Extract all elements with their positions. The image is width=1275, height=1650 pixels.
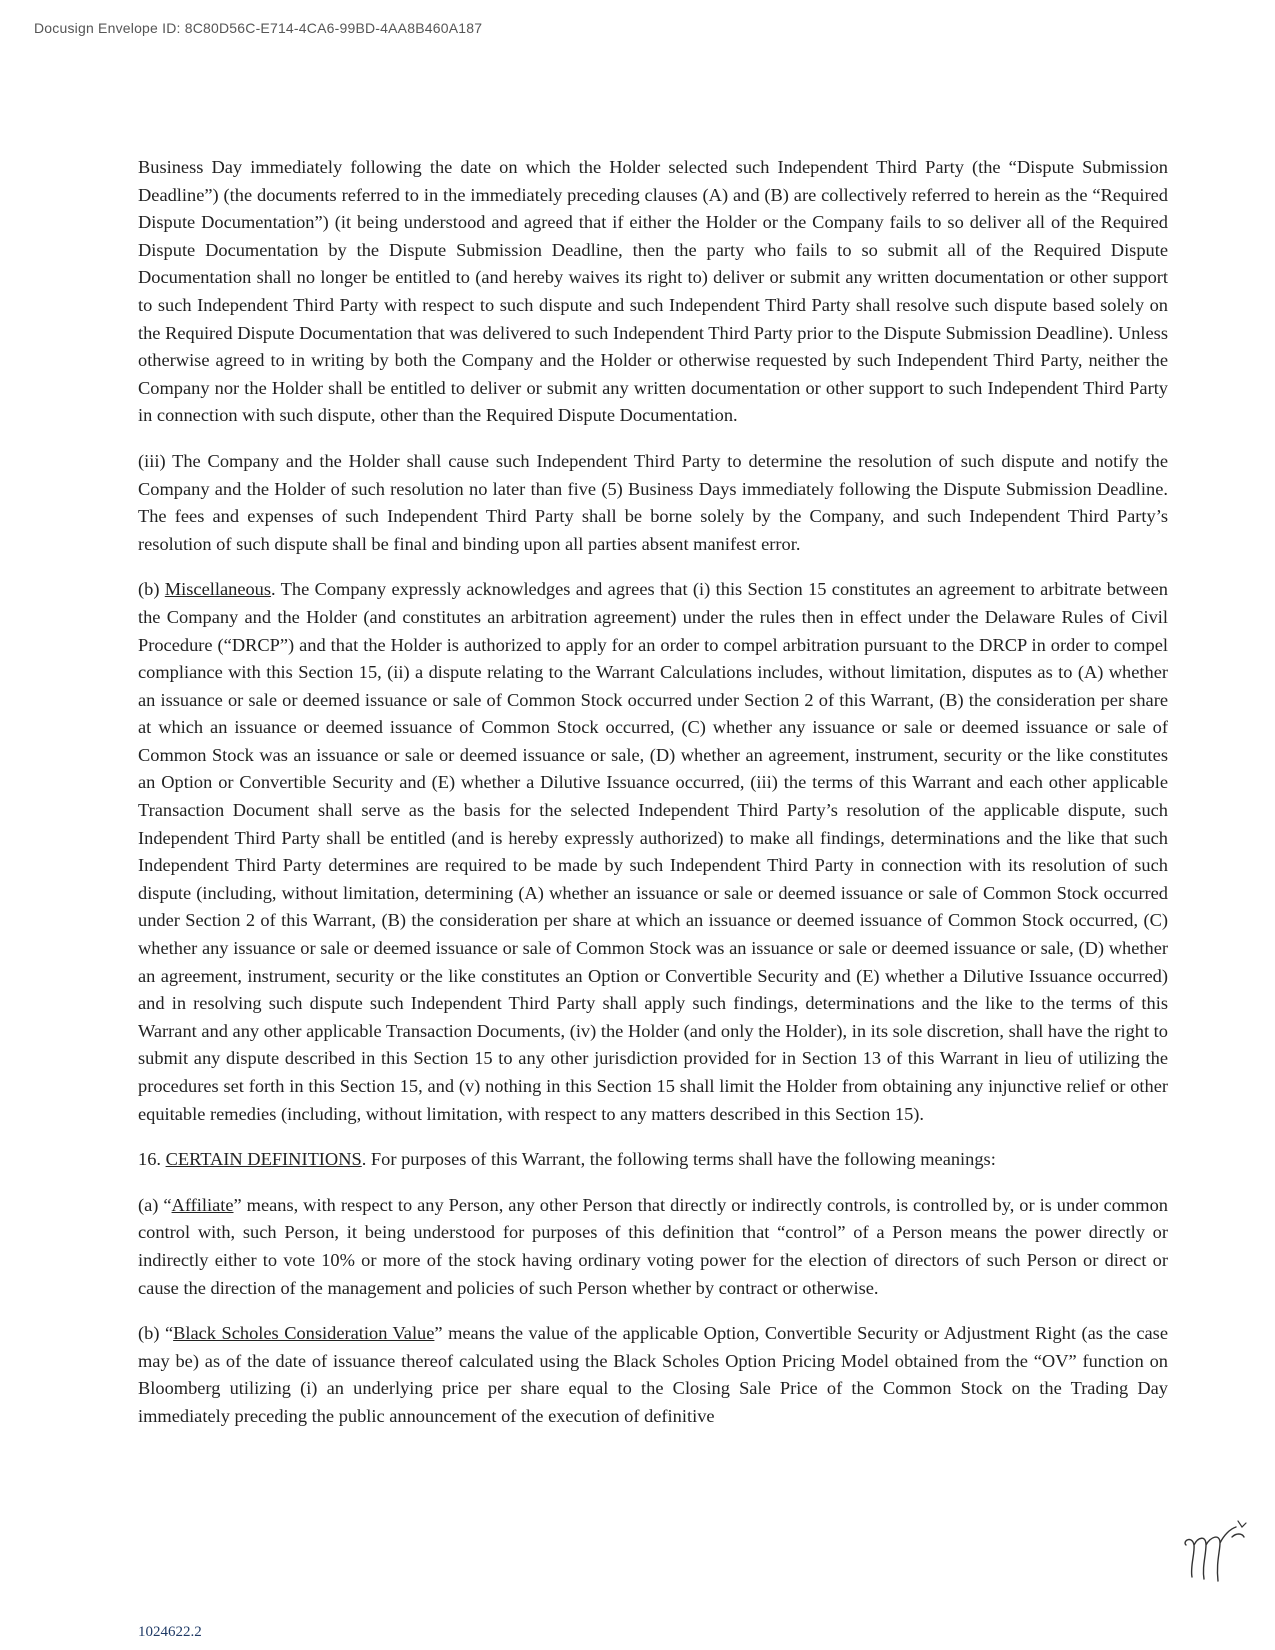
- section-text: . For purposes of this Warrant, the following terms shall have the following meanings:: [361, 1149, 996, 1170]
- paragraph-certain-definitions: [138, 1146, 1168, 1174]
- clause-label: (a) “: [138, 1194, 172, 1215]
- document-body: [138, 154, 1168, 1449]
- clause-label: (b) “: [138, 1323, 174, 1344]
- paragraph-dispute-deadline: Business Day immediately following the date on which the Holder selected such Independent Third Party (the “Dispute Submission Deadline”) (the documents referred to in the immediately preceding clauses (A) and (B) are collectively referred to herein as the “Required Dispute Documentation”) (it being understood and agreed that if either the Holder or the Company fails to so deliver all of the Required Dispute Documentation by the Dispute Submission Deadline, then the party who fails to so submit all of the Required Dispute Documentation shall no longer be entitled to (and hereby waives its right to) deliver or submit any written documentation or other support to such Independent Third Party with respect to such dispute and such Independent Third Party shall resolve such dispute based solely on the Required Dispute Documentation that was delivered to such Independent Third Party prior to the Dispute Submission Deadline). Unless otherwise agreed to in writing by both the Company and the Holder or otherwise requested by such Independent Third Party, neither the Company nor the Holder shall be entitled to deliver or submit any written documentation or other support to such Independent Third Party in connection with such dispute, other than the Required Dispute Documentation.: [138, 157, 1168, 426]
- clause-label: (b): [138, 579, 165, 600]
- defined-term-affiliate: Affiliate: [171, 1194, 234, 1215]
- document-code: 1024622.2: [138, 1624, 202, 1640]
- definition-text: ” means, with respect to any Person, any other Person that directly or indirectly controls, is controlled by, or is under common control with, such Person, it being understood for purposes of this definition that “control” of a Person means the power directly or indirectly either to vote 10% or more of the stock having ordinary voting power for the election of directors of such Person or direct or cause the direction of the management and policies of such Person whether by contract or otherwise.: [138, 1194, 1169, 1298]
- clause-text: . The Company expressly acknowledges and agrees that (i) this Section 15 constitutes an agreement to arbitrate between the Company and the Holder (and constitutes an arbitration agreement) under the rules then in effect under the Delaware Rules of Civil Procedure (“DRCP”) and that the Holder is authorized to apply for an order to compel arbitration pursuant to the DRCP in order to compel compliance with this Section 15, (ii) a dispute relating to the Warrant Calculations includes, without limitation, disputes as to (A) whether an issuance or sale or deemed issuance or sale of Common Stock occurred under Section 2 of this Warrant, (B) the consideration per share at which an issuance or deemed issuance of Common Stock occurred, (C) whether any issuance or sale or deemed issuance or sale of Common Stock was an issuance or sale or deemed issuance or sale, (D) whether an agreement, instrument, security or the like constitutes an Option or Convertible Security and (E) whether a Dilutive Issuance occurred, (iii) the terms of this Warrant and each other applicable Transaction Document shall serve as the basis for the selected Independent Third Party’s resolution of the applicable dispute, such Independent Third Party shall be entitled (and is hereby expressly authorized) to make all findings, determinations and the like that such Independent Third Party determines are required to be made by such Independent Third Party in connection with its resolution of such dispute (including, without limitation, determining (A) whether an issuance or sale or deemed issuance or sale of Common Stock occurred under Section 2 of this Warrant, (B) the consideration per share at which an issuance or deemed issuance of Common Stock occurred, (C) whether any issuance or sale or deemed issuance or sale of Common Stock was an issuance or sale or deemed issuance or sale, (D) whether an agreement, instrument, security or the like constitutes an Option or Convertible Security and (E) whether a Dilutive Issuance occurred) and in resolving such dispute such Independent Third Party shall apply such findings, determinations and the like to the terms of this Warrant and any other applicable Transaction Documents, (iv) the Holder (and only the Holder), in its sole discretion, shall have the right to submit any dispute described in this Section 15 to any other jurisdiction provided for in Section 13 of this Warrant in lieu of utilizing the procedures set forth in this Section 15, and (v) nothing in this Section 15 shall limit the Holder from obtaining any injunctive relief or other equitable remedies (including, without limitation, with respect to any matters described in this Section 15).: [138, 579, 1168, 1124]
- section-number: 16.: [138, 1149, 166, 1170]
- paragraph-miscellaneous: [138, 576, 1168, 1128]
- paragraph-affiliate-definition: [138, 1192, 1168, 1302]
- handwritten-initials-icon: [1180, 1515, 1250, 1595]
- defined-term-black-scholes: Black Scholes Consideration Value: [173, 1323, 435, 1344]
- definition-text: ” means the value of the applicable Option, Convertible Security or Adjustment Right (as the case may be) as of the date of issuance thereof calculated using the Black Scholes Option Pricing Model obtained from the “OV” function on Bloomberg utilizing (i) an underlying price per share equal to the Closing Sale Price of the Common Stock on the Trading Day immediately preceding the public announcement of the execution of definitive: [138, 1323, 1168, 1426]
- paragraph-black-scholes-definition: [138, 1320, 1168, 1430]
- section-heading-certain-definitions: CERTAIN DEFINITIONS: [165, 1149, 362, 1170]
- docusign-envelope-id: Docusign Envelope ID: 8C80D56C-E714-4CA6-99BD-4AA8B460A187: [34, 20, 483, 36]
- paragraph-resolution: (iii) The Company and the Holder shall cause such Independent Third Party to determine the resolution of such dispute and notify the Company and the Holder of such resolution no later than five (5) Business Days immediately following the Dispute Submission Deadline. The fees and expenses of such Independent Third Party shall be borne solely by the Company, and such Independent Third Party’s resolution of such dispute shall be final and binding upon all parties absent manifest error.: [138, 450, 1168, 554]
- section-heading-miscellaneous: Miscellaneous: [164, 579, 272, 600]
